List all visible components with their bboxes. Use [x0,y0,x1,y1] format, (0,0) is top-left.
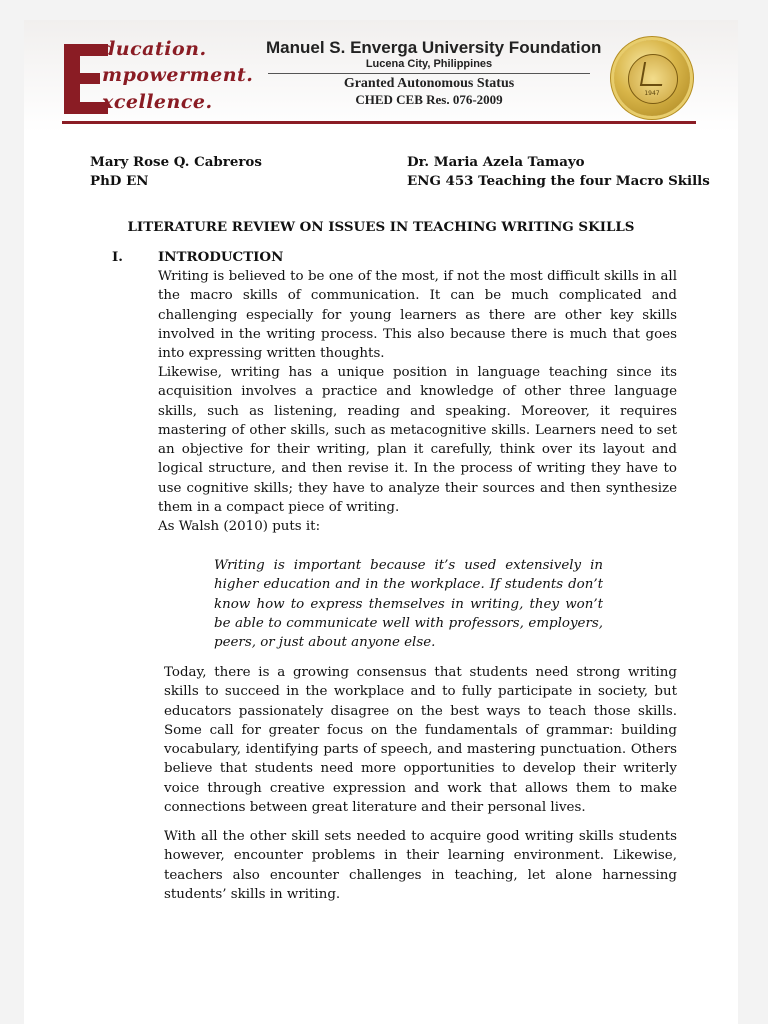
section-heading: INTRODUCTION [158,249,284,265]
paragraph-1: Writing is believed to be one of the most, if not the most difficult skills in all the macro skills of communication. It can be much complicated and challenging especially for young learners as there are other key skills involved in the writing process. This also because there is much that goes into expressing written thoughts. [158,269,677,362]
seal-year: 1947 [644,90,660,97]
paragraph-4: Today, there is a growing consensus that students need strong writing skills to succeed in the workplace and to fully participate in society, but educators passionately disagree on the best ways to teach those skills. Some call for greater focus on the fundamentals of grammar: building vocabulary, identifying parts of speech, and mastering punctuation. Others believe that students need more opportunities to develop their writerly voice through creative expression and work that allows them to make connections between great literature and their personal lives. [164,665,677,816]
university-city: Lucena City, Philippines [365,58,493,70]
motto-empowerment: mpowerment. [102,64,254,86]
letterhead [24,20,738,132]
motto-excellence: xcellence. [102,91,213,113]
university-name: Manuel S. Enverga University Foundation [266,38,602,57]
document-title: LITERATURE REVIEW ON ISSUES IN TEACHING WRITING SKILLS [127,219,635,235]
author-degree: PhD EN [90,173,149,189]
professor-name: Dr. Maria Azela Tamayo [407,154,585,170]
header-divider [268,73,590,74]
block-quote: Writing is important because it’s used extensively in higher education and in the workplace. If students don’t know how to express themselves in writing, they won’t be able to communicate well with professors, employers, peers, or just about anyone else. [214,558,603,651]
university-seal-icon [614,40,690,116]
course-title: ENG 453 Teaching the four Macro Skills [407,173,710,189]
paragraph-3: As Walsh (2010) puts it: [158,519,321,534]
header-red-rule [62,121,696,124]
author-name: Mary Rose Q. Cabreros [90,154,262,170]
section-number: I. [112,249,123,265]
paragraph-5: With all the other skill sets needed to acquire good writing skills students however, encounter problems in their learning environment. Likewise, teachers also encounter challenges in teaching, let alone harnessing students’ skills in writing. [164,829,677,902]
document-page [24,20,738,1024]
ched-resolution: CHED CEB Res. 076-2009 [355,92,503,107]
autonomous-status: Granted Autonomous Status [343,76,515,91]
paragraph-2: Likewise, writing has a unique position in language teaching since its acquisition involves a practice and knowledge of other three language skills, such as listening, reading and speaking. Moreover, it requires mastering of other skills, such as metacognitive skills. Learners need to set an objective for their writing, plan it carefully, think over its layout and logical structure, and then revise it. In the process of writing they have to use cognitive skills; they have to analyze their sources and then synthesize them in a compact piece of writing. [158,365,677,516]
motto-education: ducation. [102,38,207,60]
